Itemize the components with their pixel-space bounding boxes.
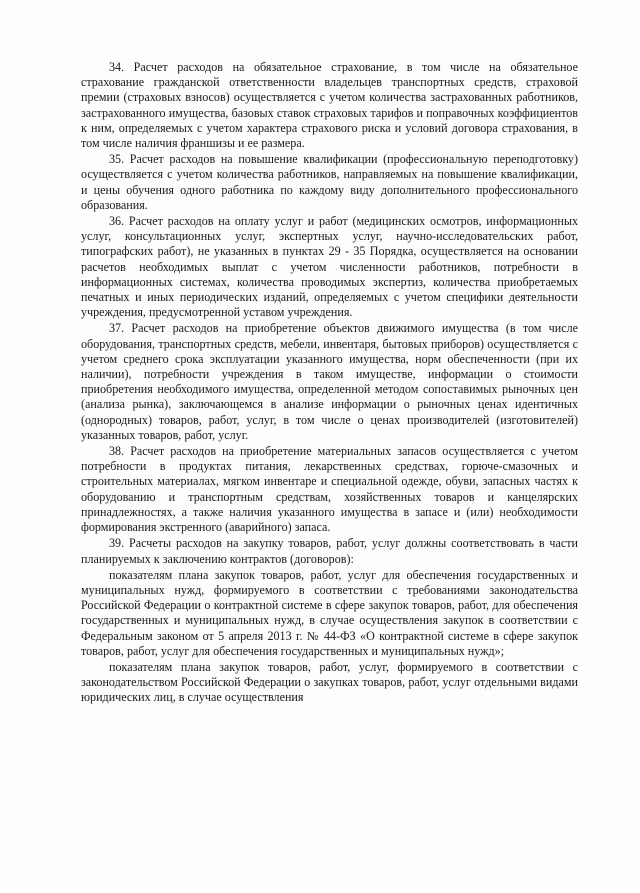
paragraph-39: 39. Расчеты расходов на закупку товаров, работ, услуг должны соответствовать в части планируемых к заключению контрактов (договоров): (81, 536, 578, 566)
paragraph-36: 36. Расчет расходов на оплату услуг и работ (медицинских осмотров, информационных услуг, консультационных услуг, экспертных услуг, научно-исследовательских работ, типографских работ), не указанных в пунктах 29 - 35 Порядка, осуществляется на основании расчетов необходимых выплат с учетом численности работников, потребности в информационных системах, количества проводимых экспертиз, количества приобретаемых печатных и иных периодических изданий, определяемых с учетом специфики деятельности учреждения, предусмотренной уставом учреждения. (81, 214, 578, 320)
paragraph-37: 37. Расчет расходов на приобретение объектов движимого имущества (в том числе оборудования, транспортных средств, мебели, инвентаря, бытовых приборов) осуществляется с учетом среднего срока эксплуатации указанного имущества, норм обеспеченности (при их наличии), потребности учреждения в таком имуществе, информации о стоимости приобретения необходимого имущества, определенной методом сопоставимых рыночных цен (анализа рынка), заключающемся в анализе информации о рыночных ценах идентичных (однородных) товаров, работ, услуг, в том числе о ценах производителей (изготовителей) указанных товаров, работ, услуг. (81, 321, 578, 442)
paragraph-39-item-1: показателям плана закупок товаров, работ, услуг для обеспечения государственных и муниципальных нужд, формируемого в соответствии с требованиями законодательства Российской Федерации о контрактной системе в сфере закупок товаров, работ, для обеспечения государственных и муниципальных нужд, в случае осуществления закупок в соответствии с Федеральным законом от 5 апреля 2013 г. № 44-ФЗ «О контрактной системе в сфере закупок товаров, работ, услуг для обеспечения государственных и муниципальных нужд»; (81, 567, 578, 658)
paragraph-34: 34. Расчет расходов на обязательное страхование, в том числе на обязательное страхование гражданской ответственности владельцев транспортных средств, страховой премии (страховых взносов) осуществляется с учетом количества застрахованных работников, застрахованного имущества, базовых ставок страховых тарифов и поправочных коэффициентов к ним, определяемых с учетом характера страхового риска и условий договора страхования, в том числе наличия франшизы и ее размера. (81, 60, 578, 151)
paragraph-39-item-2: показателям плана закупок товаров, работ, услуг, формируемого в соответствии с законодательством Российской Федерации о закупках товаров, работ, услуг отдельными видами юридических лиц, в случае осуществления (81, 659, 578, 705)
paragraph-35: 35. Расчет расходов на повышение квалификации (профессиональную переподготовку) осуществляется с учетом количества работников, направляемых на повышение квалификации, и цены обучения одного работника по каждому виду дополнительного профессионального образования. (81, 152, 578, 212)
paragraph-38: 38. Расчет расходов на приобретение материальных запасов осуществляется с учетом потребности в продуктах питания, лекарственных средствах, горюче-смазочных и строительных материалах, мягком инвентаре и специальной одежде, обуви, запасных частях к оборудованию и транспортным средствам, хозяйственных товаров и канцелярских принадлежностях, а также наличия указанного имущества в запасе и (или) необходимости формирования экстренного (аварийного) запаса. (81, 444, 578, 535)
